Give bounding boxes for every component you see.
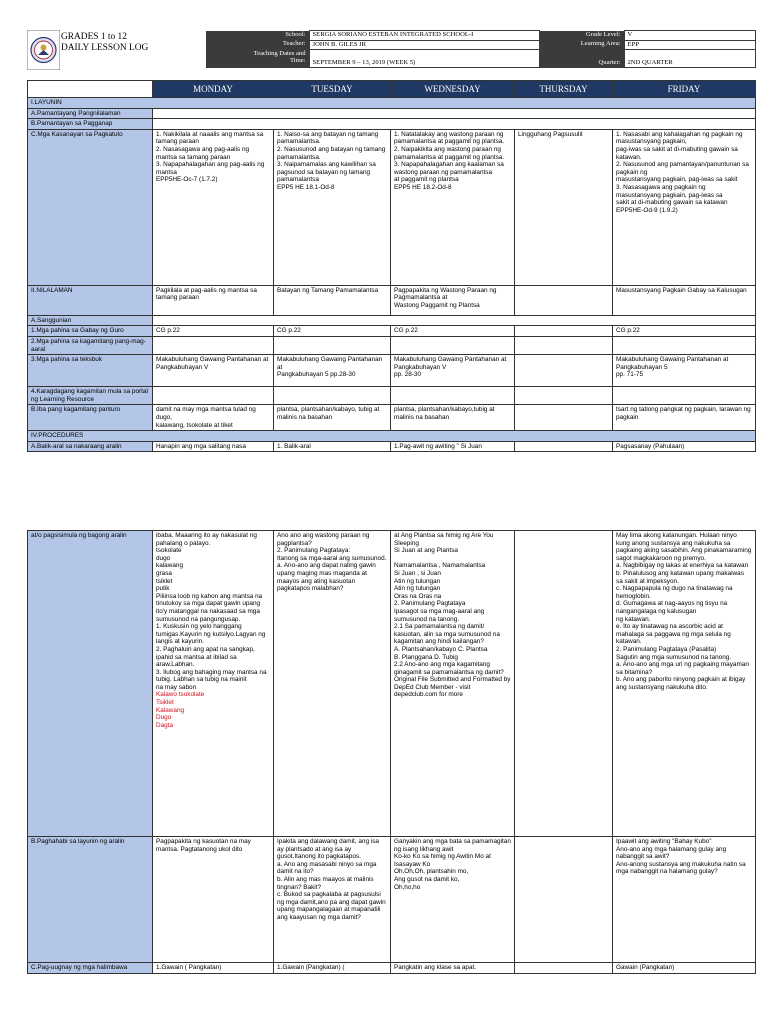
pag-uugnay-tuesday: 1.Gawain (Pangkatan) ( [274,963,391,974]
day-header-monday: MONDAY [153,81,274,98]
paghahabi-wednesday: Ganyakin ang mga bata sa pamamagitan ng isang likhang awit Ko-ko Ko sa himig ng Awitin Mo at Isasayaw Ko Oh,Oh,Oh, plantsahin mo, Ang gusot na damit ko, Oh,ho,ho [391,837,515,963]
nilalaman-thursday [515,285,613,315]
teksbuk-wednesday: Makabuluhang Gawaing Pantahanan at Pangkabuhayan V pp. 28-30 [391,355,515,387]
teksbuk-friday: Makabuluhang Gawaing Pantahanan at Pangkabuhayan 5 pp. 71-75 [613,355,756,387]
day-header-thursday: THURSDAY [515,81,613,98]
row-cell-blank [274,387,391,405]
balik-aral-monday: Hanapin ang mga salitang nasa [153,441,274,452]
balik-aral-wednesday: 1.Pag-awit ng awiting " Si Juan [391,441,515,452]
pagsisimula-tuesday: Ano ano ang wastong paraan ng pagplantsa? 2. Panimulang Pagtataya: Itanong sa mga-aaral ang sumusunod. a. Ano-ano ang dapat nating gawin upang maging mas maganda at maayos ang ating kasuotan pagkatapos malabhan? [274,531,391,837]
area-label: Learning Area: [539,40,624,50]
iba-pang-monday: damit na may mga mantsa tulad ng dugo, kalawang, tsokolate at tiket [153,405,274,431]
iba-pang-wednesday: plantsa, plantsahan/kabayo,tubig at malinis na basahan [391,405,515,431]
row-cell-blank [613,387,756,405]
area-value: EPP [624,40,755,50]
pag-uugnay-thursday [515,963,613,974]
row-cell-blank [515,336,613,354]
lesson-plan-table [27,80,756,452]
quarter-label: Quarter: [539,50,624,68]
row-cell-blank [391,336,515,354]
row-cell-blank [391,387,515,405]
pagsisimula-wednesday: at Ang Plantsa sa himig ng Are You Sleeping Si Juan at ang Plantsa Namamalantsa , Namamalantsa Si Juan , si Juan Atin ng tulungan Atin ng tulungan Oras na Oras na 2. Panimulang Pagtataya Ipasagot sa mga mag-aaral ang sumusunod na tanong. 2.1 Sa pamamalantsa ng damit/ kasuotan, alin sa mga sumusunod na kagamitan ang hindi kailangan? A. Plantsahan/kabayo C. Plantsa B. Planggana D. Tubig 2.2 Ano-ano ang mga kagamitang ginagamit sa pamamalantsa ng damit? Original File Submitted and Formatted by DepEd Club Member - visit depedclub.com for more [391,531,515,837]
balik-aral-thursday [515,441,613,452]
dates-label-line1: Teaching Dates and [253,49,306,57]
row-cell-blank [274,336,391,354]
teacher-label: Teacher: [206,40,309,50]
row-label-pamantayan-pagganap: B.Pamantayan sa Pagganap [28,119,153,130]
row-cell-blank [153,108,756,119]
gabay-guro-thursday [515,326,613,337]
row-label-balik-aral: A.Balik-aral sa nakaraang aralin [28,441,153,452]
balik-aral-tuesday: 1. Balik-aral [274,441,391,452]
nilalaman-wednesday: Pagpapakita ng Wastong Paraan ng Pagmamalantsa at Wastong Paggamit ng Plantsa [391,285,515,315]
gabay-guro-monday: CG p.22 [153,326,274,337]
pag-uugnay-monday: 1.Gawain ( Pangkatan) [153,963,274,974]
teksbuk-tuesday: Makabuluhang Gawaing Pantahanan at Pangkabuhayan 5 pp.28-30 [274,355,391,387]
iba-pang-friday: tsart ng tatlong pangkat ng pagkain, larawan ng pagkain [613,405,756,431]
school-value: SERGIA SORIANO ESTEBAN INTEGRATED SCHOOL-I [309,31,539,41]
paghahabi-friday: Ipaawit ang awiting "Bahay Kubo" Ano-ano ang mga halamang gulay ang nabanggit sa awit? Ano-anong sustansya ang makukuha natin sa mga nabanggit na halamang gulay? [613,837,756,963]
row-label-pag-uugnay: C.Pag-uugnay ng mga halimbawa [28,963,153,974]
lesson-log-title [61,32,148,53]
grade-label: Grade Level: [539,31,624,41]
iba-pang-thursday [515,405,613,431]
gabay-guro-wednesday: CG p.22 [391,326,515,337]
dates-value: SEPTEMBER 9 – 13, 2019 (WEEK 5) [309,50,539,68]
row-cell-blank [153,315,756,326]
dates-label [206,50,309,68]
pag-uugnay-friday: Gawain (Pangkatan) [613,963,756,974]
paghahabi-thursday [515,837,613,963]
gabay-guro-tuesday: CG p.22 [274,326,391,337]
row-label-kagamitang-mag-aaral: 2.Mga pahina sa kagamitang pang-mag-aaral [28,336,153,354]
row-label-kasanayan: C.Mga Kasanayan sa Pagkatuto [28,129,153,285]
row-label-paghahabi: B.Paghahabi sa layunin ng aralin [28,837,153,963]
balik-aral-friday: Pagsasanay (Pahulaan) [613,441,756,452]
kasanayan-friday: 1. Nasasabi ang kahalagahan ng pagkain ng masustansyang pagkain, pag-iwas sa sakit at di-mabuting gawain sa katawan. 2. Nasusunod ang pamantayan/panuntunan sa pagkain ng masustansyang pagkain, pag-iwas sa sakit 3. Nasasagawa ang pagkain ng masustansyang pagkain, pag-iwas sa sakit at di-mabuting gawain sa katawan EPP5HE-Od-9 (1.9.2) [613,129,756,285]
nilalaman-friday: Masustansyang Pagkain Gabay sa Kalusugan [613,285,756,315]
dates-label-line2: Time: [289,57,306,65]
teksbuk-monday: Makabuluhang Gawaing Pantahanan at Pangkabuhayan V [153,355,274,387]
kasanayan-wednesday: 1. Natatalakay ang wastong paraan ng pamamalantsa at paggamit ng plantsa. 2. Naipakikita ang wastong paraan ng pamamalantsa at paggamit ng plantsa. 3. Napapahalagahan ang kaalaman sa wastong paraan ng pamamalantsa at paggamit ng plantsa EPP5 HE 18.2-Od-8 [391,129,515,285]
page-gap [0,482,768,518]
row-label-gabay-guro: 1.Mga pahina sa Gabay ng Guro [28,326,153,337]
header-info-table [206,30,756,68]
paghahabi-monday: Pagpapakita ng kasuotan na may mantsa. Pagtatanong ukol dito [153,837,274,963]
day-header-tuesday: TUESDAY [274,81,391,98]
row-cell-blank [515,387,613,405]
pagsisimula-thursday [515,531,613,837]
quarter-value: 2ND QUARTER [624,50,755,68]
row-label-pagsisimula: at/o pagsisimula ng bagong aralin [28,531,153,837]
row-cell-blank [153,119,756,130]
gabay-guro-friday: CG p.22 [613,326,756,337]
page-1 [0,0,768,482]
title-grades: GRADES 1 to 12 [61,32,127,42]
deped-seal-logo [27,30,60,70]
kasanayan-tuesday: 1. Naiso-sa ang batayan ng tamang pamamalantsa. 2. Nasusunod ang batayan ng tamang pamamalantsa. 3. Naipamamalas ang kawilihan sa pagsunod sa batayan ng tamang pamamalantsa EPP5 HE 18.1-Od-8 [274,129,391,285]
kasanayan-monday: 1. Nakikilala at naaalis ang mantsa sa tamang paraan 2. Nasasagawa ang pag-aalis ng mantsa sa tamang paraan 3. Napapahalagahan ang pag-aalis ng mantsa EPP5HE-Oc-7 (1.7.2) [153,129,274,285]
row-label-pamantayang-pangnilalaman: A.Pamantayang Pangnilalaman [28,108,153,119]
pagsisimula-monday [153,531,274,837]
row-cell-blank [613,336,756,354]
grade-value: V [624,31,755,41]
section-procedures: IV.PROCEDURES [28,431,756,442]
pag-uugnay-wednesday: Pangkatin ang klase sa apat. [391,963,515,974]
row-label-iba-pang-kagamitan: B.Iba pang kagamitang panturo [28,405,153,431]
day-header-friday: FRIDAY [613,81,756,98]
row-cell-blank [153,387,274,405]
title-dll: DAILY LESSON LOG [61,42,149,53]
row-label-karagdagang-kagamitan: 4.Karagdagang kagamitan mula sa portal ng Learning Resource [28,387,153,405]
pagsisimula-monday-text: ibaba. Maaaring ito ay nakasulat ng pahalang o patayo. tsokolate dugo kalawang grasa tsiklet putik Piliinsa loob ng kahon ang mantsa na tinutukoy sa mga dapat gawin upang ito'y matanggal na nakasaad sa mga sumusunod na pangungusap. 1. Kuskusin ng yelo hanggang tumigas.Kayurin ng kutsilyo.Lagyan ng langis at kayurin. 2. Paghaluin ang apat na sangkap, ipahid sa mantsa at ibilad sa araw.Labhan. 3. Ilubog ang bahaging may mantsa na tubig. Labhan sa tubig na mainit na may sabon [156,532,267,691]
pagsisimula-monday-answers: Kalawo tsokolate Tsiklet Kalawang Dugo Dagta [156,691,205,729]
corner-blank [28,81,153,98]
nilalaman-monday: Pagkilala at pag-aalis ng mantsa sa tamang paraan [153,285,274,315]
lesson-plan-table-continued [27,530,756,974]
paghahabi-tuesday: Ipakita ang dalawang damit, ang isa ay plantsado at ang isa ay gusot.Itanong ito pagkatapos. a. Ano ang masasabi ninyo sa mga damit na ito? b. Alin ang mas maayos at malinis tingnan? Bakit? c. Bukod sa pagkalaba at pagsusulsi ng mga damit,ano pa ang dapat gawin upang mapangalagaan at mapanatili ang kaayusan ng mga damit? [274,837,391,963]
kasanayan-thursday: Lingguhang Pagsusulit [515,129,613,285]
nilalaman-tuesday: Batayan ng Tamang Pamamalantsa [274,285,391,315]
page-2 [0,518,768,1024]
row-label-teksbuk: 3.Mga pahina sa teksbuk [28,355,153,387]
day-header-wednesday: WEDNESDAY [391,81,515,98]
row-label-nilalaman: II.NILALAMAN [28,285,153,315]
school-label: School: [206,31,309,41]
teksbuk-thursday [515,355,613,387]
row-cell-blank [153,336,274,354]
row-label-sanggunian: A.Sanggunian [28,315,153,326]
pagsisimula-friday: May lima akong katanungan. Hulaan ninyo kung anong sustansya ang nakukuha sa pagkaing aking sasabihin. Ang pinakamaraming sagot magkakaroon ng premyo. a. Nagbibigay ng lakas at enerhiya sa katawan b. Pinalulusog ang katawan upang makaiwas sa sakit at impeksyon. c. Nagpapapula ng dugo na tinatawag na hemoglobin. d. Gumagawa at nag-aayos ng tisyu na nangangalaga ng kalusugan ng katawan. e. Ito ay tinatawag na ascorbic acid at mahalaga sa paggawa ng mga selula ng katawan. 2. Panimulang Pagtataya (Pasalita) Sagutin ang mga sumusunod na tanong. a. Ano-ano ang mga uri ng pagkaing mayaman sa bitamina? b. Ano ang paborito ninyong pagkain at ibigay ang sustansyang nakukuha dito. [613,531,756,837]
section-layunin: I.LAYUNIN [28,98,756,109]
iba-pang-tuesday: plantsa, plantsahan/kabayo, tubig at malinis na basahan [274,405,391,431]
teacher-value: JOHN B. GILES JR [309,40,539,50]
